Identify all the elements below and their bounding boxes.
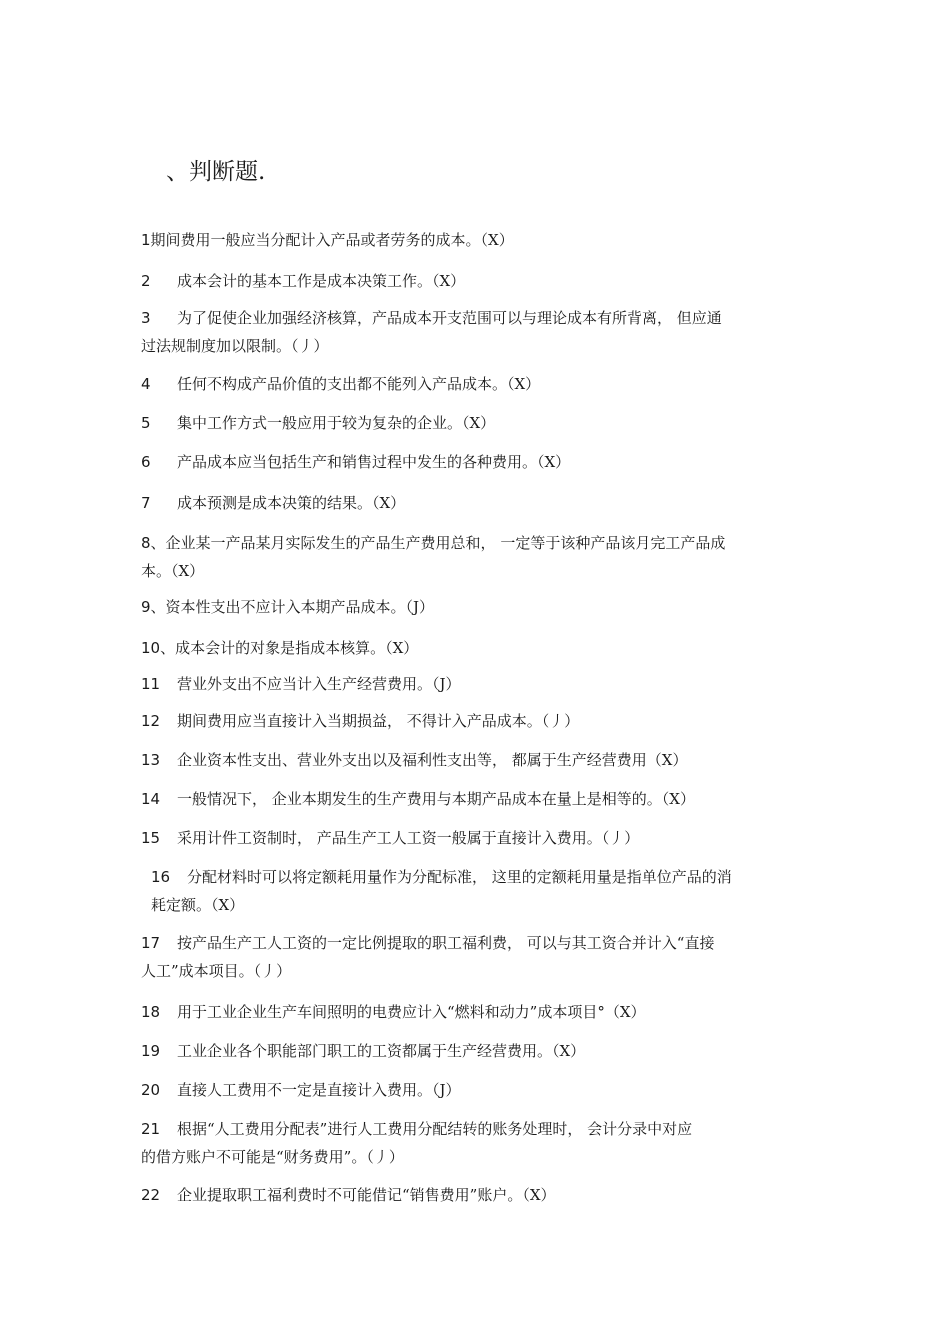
question-line bbox=[151, 863, 823, 891]
question-number: 4 bbox=[141, 375, 151, 393]
question-text: 工业企业各个职能部门职工的工资都属于生产经营费用。（X） bbox=[177, 1042, 586, 1060]
question-number: 16 bbox=[151, 868, 171, 886]
question-text: 根据“人工费用分配表”进行人工费用分配结转的账务处理时， 会计分录中对应 bbox=[177, 1120, 693, 1138]
question-line bbox=[141, 1181, 813, 1209]
question-number: 20 bbox=[141, 1081, 161, 1099]
question-line bbox=[141, 707, 813, 735]
question-text: 资本性支出不应计入本期产品成本。（J） bbox=[165, 598, 435, 616]
question-number: 9、 bbox=[141, 598, 166, 616]
question-line bbox=[141, 746, 813, 774]
question-text: 按产品生产工人工资的一定比例提取的职工福利费， 可以与其工资合并计入“直接 bbox=[177, 934, 715, 952]
question-text: 成本预测是成本决策的结果。（X） bbox=[177, 494, 406, 512]
question-continuation: 人工”成本项目。（丿） bbox=[141, 962, 292, 980]
question-number: 2 bbox=[141, 272, 151, 290]
question-number: 1 bbox=[141, 231, 151, 249]
question-item bbox=[141, 824, 813, 852]
question-item bbox=[151, 863, 823, 919]
question-number: 10、 bbox=[141, 639, 176, 657]
question-text: 产品成本应当包括生产和销售过程中发生的各种费用。（X） bbox=[177, 453, 571, 471]
question-number: 17 bbox=[141, 934, 161, 952]
question-item bbox=[141, 1037, 813, 1065]
question-text: 用于工业企业生产车间照明的电费应计入“燃料和动力”成本项目°（X） bbox=[177, 1003, 646, 1021]
question-continuation: 耗定额。（X） bbox=[151, 896, 245, 914]
question-line bbox=[141, 267, 813, 295]
question-text: 为了促使企业加强经济核算，产品成本开支范围可以与理论成本有所背离， 但应通 bbox=[177, 309, 722, 327]
question-text: 期间费用一般应当分配计入产品或者劳务的成本。（X） bbox=[150, 231, 514, 249]
question-item bbox=[141, 529, 813, 585]
question-line bbox=[141, 1037, 813, 1065]
question-text: 任何不构成产品价值的支出都不能列入产品成本。（X） bbox=[177, 375, 541, 393]
question-line bbox=[141, 1115, 813, 1143]
question-text: 营业外支出不应当计入生产经营费用。（J） bbox=[177, 675, 461, 693]
question-number: 18 bbox=[141, 1003, 161, 1021]
question-item bbox=[141, 707, 813, 735]
question-line bbox=[141, 998, 813, 1026]
question-item bbox=[141, 489, 813, 517]
question-number: 13 bbox=[141, 751, 161, 769]
question-number: 21 bbox=[141, 1120, 161, 1138]
question-item bbox=[141, 634, 813, 662]
question-text: 企业提取职工福利费时不可能借记“销售费用”账户。（X） bbox=[177, 1186, 556, 1204]
question-number: 22 bbox=[141, 1186, 161, 1204]
question-item bbox=[141, 670, 813, 698]
question-number: 14 bbox=[141, 790, 161, 808]
question-continuation: 的借方账户不可能是“财务费用”。（丿） bbox=[141, 1148, 404, 1166]
question-text: 一般情况下， 企业本期发生的生产费用与本期产品成本在量上是相等的。（X） bbox=[177, 790, 695, 808]
question-number: 5 bbox=[141, 414, 151, 432]
question-number: 12 bbox=[141, 712, 161, 730]
question-item bbox=[141, 304, 813, 360]
question-number: 19 bbox=[141, 1042, 161, 1060]
question-line bbox=[141, 448, 813, 476]
question-item bbox=[141, 929, 813, 985]
question-line bbox=[141, 304, 813, 332]
question-number: 8、 bbox=[141, 534, 166, 552]
question-continuation: 本。（X） bbox=[141, 562, 205, 580]
question-line bbox=[141, 370, 813, 398]
question-number: 7 bbox=[141, 494, 151, 512]
question-text: 期间费用应当直接计入当期损益， 不得计入产品成本。（丿） bbox=[177, 712, 580, 730]
question-line bbox=[141, 634, 813, 662]
question-text: 企业某一产品某月实际发生的产品生产费用总和， 一定等于该种产品该月完工产品成 bbox=[165, 534, 726, 552]
question-line bbox=[141, 529, 813, 557]
question-item bbox=[141, 593, 813, 621]
section-title: 、判断题. bbox=[166, 159, 266, 185]
question-number: 15 bbox=[141, 829, 161, 847]
question-item bbox=[141, 1181, 813, 1209]
question-number: 6 bbox=[141, 453, 151, 471]
question-line bbox=[141, 226, 813, 254]
question-line bbox=[141, 409, 813, 437]
question-text: 分配材料时可以将定额耗用量作为分配标准， 这里的定额耗用量是指单位产品的消 bbox=[187, 868, 732, 886]
question-line bbox=[141, 929, 813, 957]
question-item bbox=[141, 226, 813, 254]
question-line bbox=[141, 1076, 813, 1104]
question-line bbox=[141, 670, 813, 698]
question-line bbox=[141, 785, 813, 813]
question-line bbox=[141, 824, 813, 852]
question-item bbox=[141, 1115, 813, 1171]
question-number: 3 bbox=[141, 309, 151, 327]
question-item bbox=[141, 370, 813, 398]
question-item bbox=[141, 409, 813, 437]
question-number: 11 bbox=[141, 675, 161, 693]
question-text: 集中工作方式一般应用于较为复杂的企业。（X） bbox=[177, 414, 496, 432]
question-item bbox=[141, 746, 813, 774]
question-item bbox=[141, 1076, 813, 1104]
question-line bbox=[141, 593, 813, 621]
question-item bbox=[141, 267, 813, 295]
question-text: 采用计件工资制时， 产品生产工人工资一般属于直接计入费用。（丿） bbox=[177, 829, 640, 847]
question-item bbox=[141, 448, 813, 476]
question-text: 成本会计的基本工作是成本决策工作。（X） bbox=[177, 272, 466, 290]
question-continuation: 过法规制度加以限制。（丿） bbox=[141, 337, 329, 355]
question-text: 企业资本性支出、营业外支出以及福利性支出等， 都属于生产经营费用（X） bbox=[177, 751, 688, 769]
question-item bbox=[141, 785, 813, 813]
question-text: 直接人工费用不一定是直接计入费用。（J） bbox=[177, 1081, 461, 1099]
question-item bbox=[141, 998, 813, 1026]
question-line bbox=[141, 489, 813, 517]
question-text: 成本会计的对象是指成本核算。（X） bbox=[175, 639, 419, 657]
